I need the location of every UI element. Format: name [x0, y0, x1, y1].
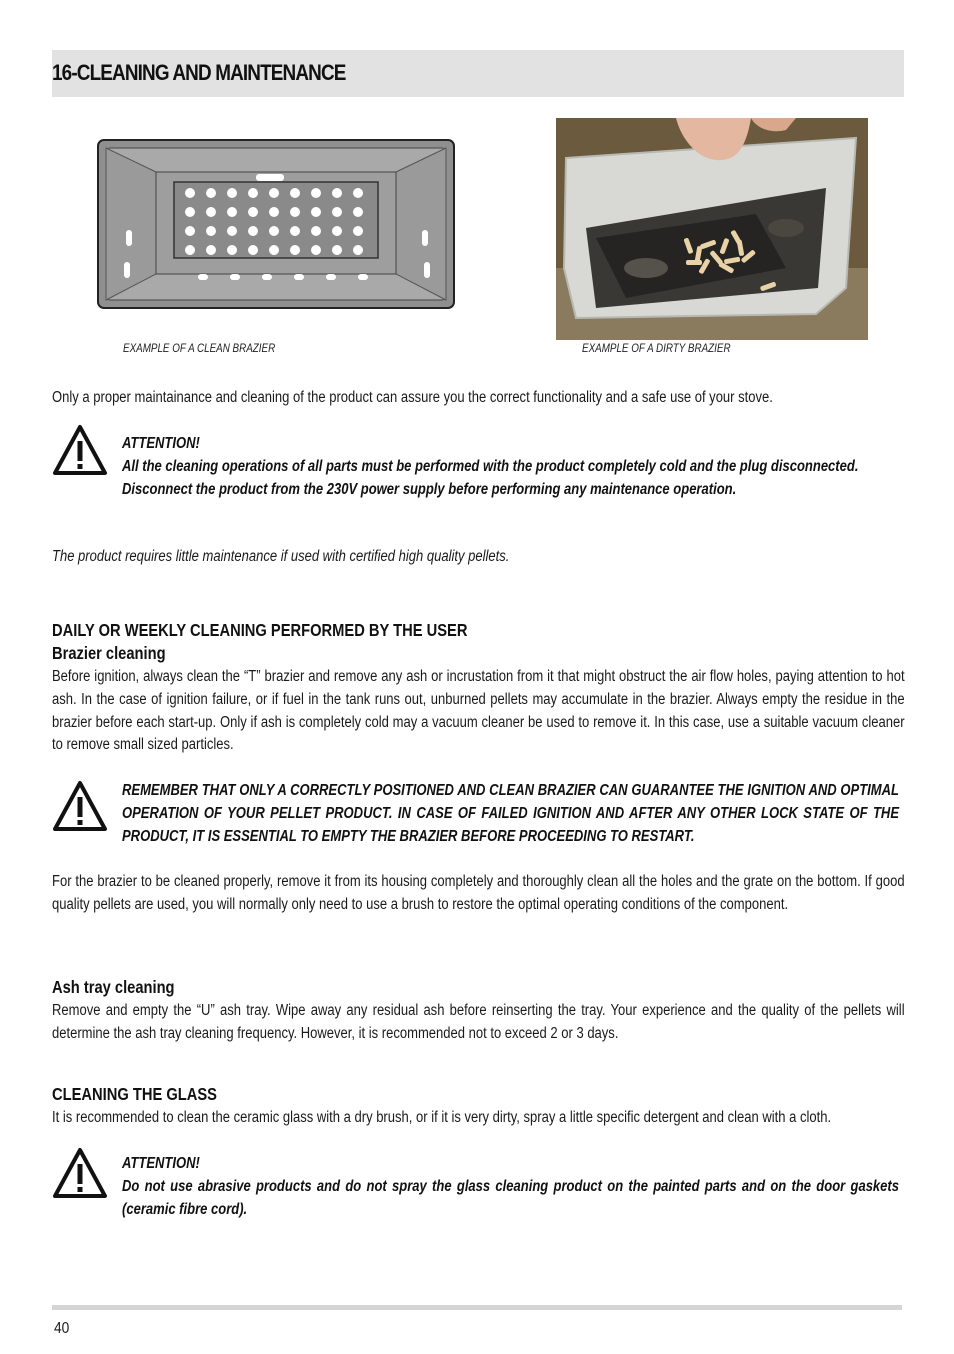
maintenance-note: The product requires little maintenance if used with certified high quality pellets. — [52, 548, 510, 565]
brazier-proper-text: For the brazier to be cleaned properly, remove it from its housing completely and thoroughly clean all the holes and the grate on the bottom. If good quality pellets are used, you will normally only need to use a brush to restore the optimal operating conditions of the component. — [52, 873, 905, 913]
warning-1-line2: Disconnect the product from the 230V power supply before performing any maintenance operation. — [122, 481, 737, 498]
warning-1-line1: All the cleaning operations of all parts must be performed with the product completely cold and the plug disconnected. — [122, 458, 859, 475]
warning-triangle-icon — [52, 424, 108, 476]
clean-brazier-image — [96, 138, 456, 310]
cleaning-glass-text: It is recommended to clean the ceramic glass with a dry brush, or if it is very dirty, spray a little specific detergent and clean with a cloth. — [52, 1109, 832, 1126]
brazier-cleaning-heading: Brazier cleaning — [52, 643, 166, 663]
warning-3-text — [122, 1152, 899, 1221]
section-title: 16-CLEANING AND MAINTENANCE — [52, 60, 346, 85]
warning-1-title: ATTENTION! — [122, 435, 200, 452]
warning-1-text — [122, 432, 899, 501]
brazier-cleaning-text: Before ignition, always clean the “T” brazier and remove any ash or incrustation from it that might obstruct the air flow holes, paying attention to hot ash. In the case of ignition failure, or if fuel in the tank runs out, unburned pellets may accumulate in the brazier. Always empty the residue in the brazier before each start-up. Only if ash is completely cold may a vacuum cleaner be used to remove it. In this case, use a suitable vacuum cleaner to remove small sized particles. — [52, 668, 905, 754]
daily-cleaning-heading: DAILY OR WEEKLY CLEANING PERFORMED BY THE USER — [52, 620, 468, 640]
clean-brazier-caption: EXAMPLE OF A CLEAN BRAZIER — [123, 341, 276, 355]
warning-3-title: ATTENTION! — [122, 1155, 200, 1172]
ash-tray-heading: Ash tray cleaning — [52, 977, 175, 997]
dirty-brazier-photo — [556, 118, 868, 340]
page-number: 40 — [54, 1320, 70, 1337]
intro-paragraph: Only a proper maintainance and cleaning of the product can assure you the correct functionality and a safe use of your stove. — [52, 389, 773, 406]
ash-tray-text: Remove and empty the “U” ash tray. Wipe away any residual ash before reinserting the tray. Your experience and the quality of the pellets will determine the ash tray cleaning frequency. However, it is recommended not to exceed 2 or 3 days. — [52, 1002, 905, 1042]
warning-triangle-icon — [52, 780, 108, 832]
cleaning-glass-heading: CLEANING THE GLASS — [52, 1084, 217, 1104]
warning-2-text: REMEMBER THAT ONLY A CORRECTLY POSITIONED AND CLEAN BRAZIER CAN GUARANTEE THE IGNITION AND OPTIMAL OPERATION OF YOUR PELLET PRODUCT. IN CASE OF FAILED IGNITION AND AFTER ANY OTHER LOCK STATE OF THE PRODUCT, IT IS ESSENTIAL TO EMPTY THE BRAZIER BEFORE PROCEEDING TO RESTART. — [122, 782, 899, 845]
footer-rule — [52, 1305, 902, 1310]
warning-3-body: Do not use abrasive products and do not spray the glass cleaning product on the painted parts and on the door gaskets (ceramic fibre cord). — [122, 1178, 899, 1218]
dirty-brazier-caption: EXAMPLE OF A DIRTY BRAZIER — [582, 341, 731, 355]
warning-triangle-icon — [52, 1147, 108, 1199]
